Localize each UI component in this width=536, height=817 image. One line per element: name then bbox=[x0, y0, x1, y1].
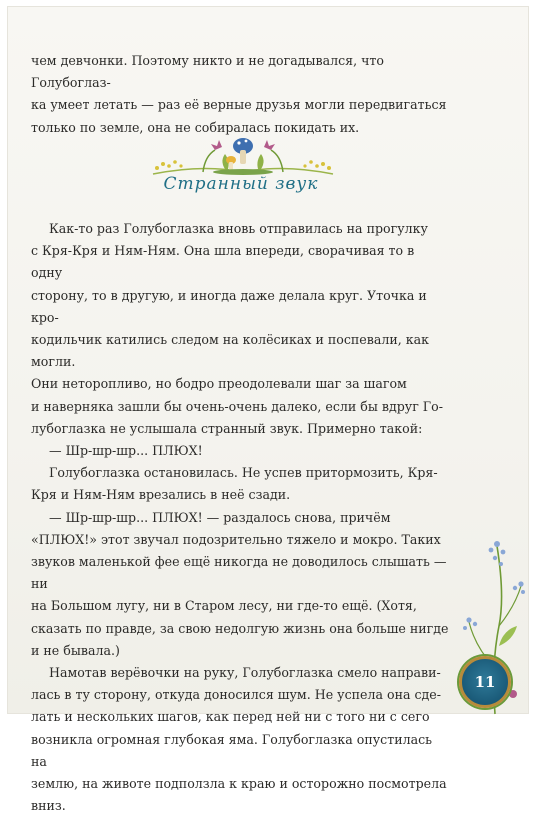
paragraph bbox=[31, 440, 449, 462]
text-line: и не бывала.) bbox=[31, 642, 120, 658]
text-line: Как-то раз Голубоглазка вновь отправилась на прогулку bbox=[49, 221, 428, 236]
text-line: и наверняка зашли бы очень-очень далеко, если бы вдруг Го- bbox=[31, 398, 443, 414]
paragraph bbox=[31, 507, 449, 662]
text-line: землю, на животе подползла к краю и осторожно посмотрела bbox=[31, 776, 447, 792]
text-line: сказать по правде, за свою недолгую жизнь она больше нигде bbox=[31, 620, 449, 636]
dialogue-line: — Шр-шр-шр... ПЛЮХ! — раздалось снова, причём bbox=[49, 509, 391, 525]
chapter-body bbox=[31, 218, 449, 817]
text-line: лась в ту сторону, откуда доносился шум. Не успела она сде- bbox=[31, 687, 441, 703]
book-page bbox=[7, 6, 529, 814]
paragraph bbox=[31, 462, 449, 506]
text-line: Голубоглазка остановилась. Не успев притормозить, Кря- bbox=[49, 465, 438, 481]
text-line: кодильчик катились следом на колёсиках и поспевали, как могли. bbox=[31, 332, 430, 370]
intro-line: ка умеет летать — раз её верные друзья могли передвигаться bbox=[31, 97, 447, 113]
intro-line: чем девчонки. Поэтому никто и не догадывался, что Голубоглаз- bbox=[31, 53, 384, 91]
text-line: Намотав верёвочки на руку, Голубоглазка смело направи- bbox=[49, 665, 441, 681]
dialogue-line: — Шр-шр-шр... ПЛЮХ! bbox=[49, 443, 203, 459]
text-line: вниз. bbox=[31, 798, 66, 814]
text-line: лубоглазка не услышала странный звук. Примерно такой: bbox=[31, 420, 423, 436]
text-line: с Кря-Кря и Ням-Ням. Она шла впереди, сворачивая то в одну bbox=[31, 243, 415, 281]
page-number: 11 bbox=[474, 673, 496, 691]
text-line: Они неторопливо, но бодро преодолевали шаг за шагом bbox=[31, 376, 407, 392]
text-line: «ПЛЮХ!» этот звучал подозрительно тяжело и мокро. Таких bbox=[31, 531, 441, 547]
text-line: звуков маленькой фее ещё никогда не доводилось слышать — ни bbox=[31, 554, 447, 592]
intro-paragraph bbox=[31, 50, 449, 139]
paragraph bbox=[31, 218, 449, 440]
text-line: Кря и Ням-Ням врезались в неё сзади. bbox=[31, 487, 291, 503]
page-number-badge bbox=[459, 656, 511, 708]
text-line: лать и нескольких шагов, как перед ней ни с того ни с сего bbox=[31, 709, 430, 725]
text-line: сторону, то в другую, и иногда даже делала круг. Уточка и кро- bbox=[31, 287, 427, 325]
text-line: возникла огромная глубокая яма. Голубоглазка опустилась на bbox=[31, 731, 433, 769]
text-line: на Большом лугу, ни в Старом лесу, ни где-то ещё. (Хотя, bbox=[31, 598, 417, 614]
intro-line: только по земле, она не собиралась покидать их. bbox=[31, 119, 360, 135]
chapter-title: Странный звук bbox=[163, 174, 319, 194]
paragraph bbox=[31, 662, 449, 817]
